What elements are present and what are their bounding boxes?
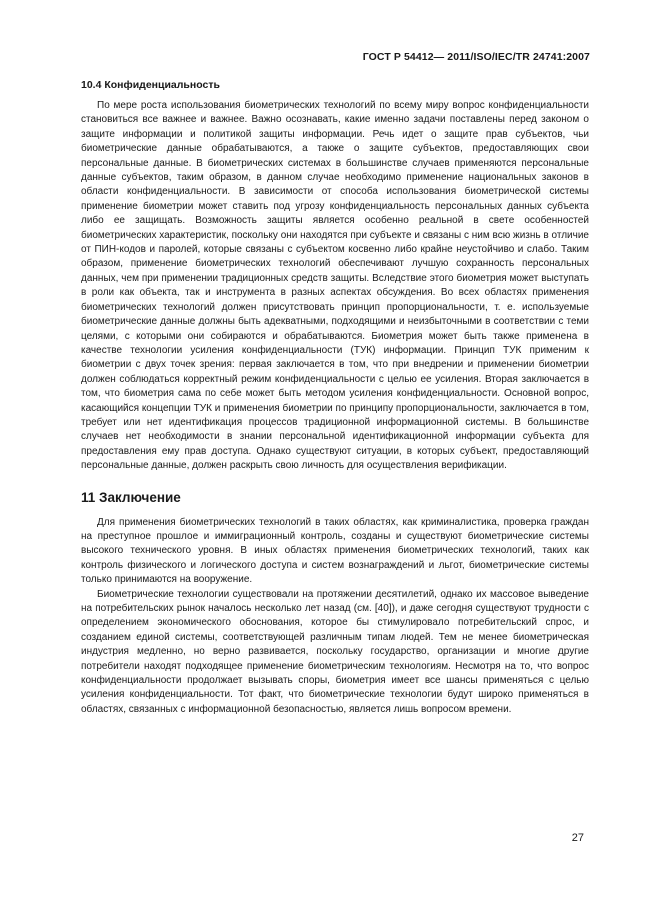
section-11-paragraph-1: Для применения биометрических технологий в таких областях, как криминалистика, проверка граждан на преступное прошлое и иммиграционный контроль, созданы и существуют биометрические системы высокого технического уровня. В иных областях применения биометрических технологий, таких как контроль физического и логического доступа и систем вознаграждений и льгот, биометрические системы только принимаются на вооружение.	[81, 516, 589, 586]
section-10-4-paragraph: По мере роста использования биометрических технологий по всему миру вопрос конфиденциальности становиться все важнее и важнее. Важно осознавать, какие именно задачи поставлены перед законом о защите информации и политикой защиты информации. Речь идет о защите прав субъектов, чьи биометрические данные обрабатываются, а также о защите субъектов, предоставляющих свои персональные данные. В биометрических системах в большинстве случаев применяются персональные данные субъектов, таким образом, в данном случае необходимо применение национальных законов в области конфиденциальности. В зависимости от способа использования биометрической системы применение биометрии может ставить под угрозу конфиденциальность персональных данных субъекта либо ее защищать. Возможность защиты является особенно реальной в свете особенностей биометрических характеристик, поскольку они находятся при субъекте и связаны с ним всю жизнь в отличие от ПИН-кодов и паролей, которые связаны с субъектом косвенно либо крайне неустойчиво и слабо. Таким образом, применение биометрических технологий обеспечивают лучшую сохранность персональных данных, чем при применении традиционных средств защиты. Вследствие этого биометрия может выступать в роли как объекта, так и инструмента в разных аспектах обсуждения. Во всех областях применения биометрических технологий должен присутствовать принцип пропорциональности, т. е. используемые биометрические данные должны быть адекватными, подходящими и неизбыточными в соответствии с теми целями, с которыми они собираются и обрабатываются. Биометрия может быть также применена в качестве технологии усиления конфиденциальности (ТУК) информации. Принцип ТУК применим к биометрии с двух точек зрения: первая заключается в том, что при внедрении и применении биометрии должен соблюдаться корректный режим конфиденциальности с целью ее усиления. Вторая заключается в том, что биометрия сама по себе может быть методом усиления конфиденциальности. Основной вопрос, касающийся концепции ТУК и применения биометрии по принципу пропорциональности, заключается в том, требует или нет идентификация процессов традиционной информационной системы. В большинстве случаев нет необходимости в знании персональной идентификационной информации субъекта для предоставления ему прав доступа. Однако существуют ситуации, в которых субъект, предоставляющий персональные данные, должен раскрыть свою личность для осуществления верификации.	[81, 100, 589, 472]
section-11-paragraph-2: Биометрические технологии существовали на протяжении десятилетий, однако их массовое выведение на потребительских рынок началось несколько лет назад (см. [40]), и даже сегодня существуют трудности с определением экономического обоснования, которое бы стимулировало потребительский спрос, и созданием единой системы, соответствующей различным типам людей. Тем не менее биометрическая индустрия медленно, но верно развивается, поскольку государство, организации и многие другие потребители находят подходящее применение биометрическим технологиям. Несмотря на то, что вопрос конфиденциальности продолжает вызывать споры, биометрия имеет все шансы применяться с целью усиления конфиденциальности. Тот факт, что биометрические технологии будут широко применяться в областях, связанных с информационной безопасностью, является лишь вопросом времени.	[81, 588, 589, 715]
section-10-4-title: 10.4 Конфиденциальность	[81, 79, 220, 91]
page-body	[81, 78, 589, 717]
document-standard-header: ГОСТ Р 54412— 2011/ISO/IEC/TR 24741:2007	[362, 51, 590, 63]
section-11-title: 11 Заключение	[81, 489, 181, 505]
page-number: 27	[571, 832, 584, 844]
